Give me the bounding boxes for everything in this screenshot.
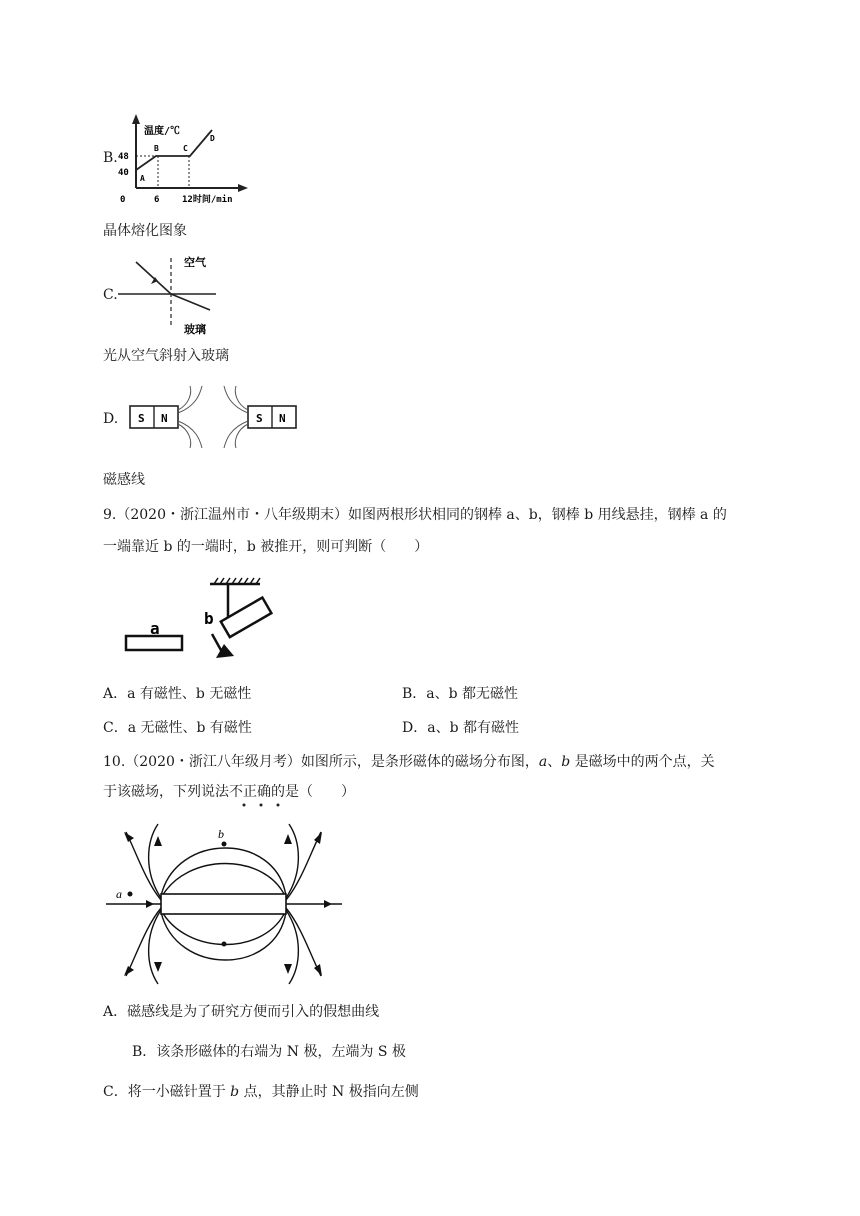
option-d-label: D. bbox=[103, 411, 119, 427]
q9-option-b[interactable]: B．a、b 都无磁性 bbox=[402, 686, 519, 702]
q10-stem-line2-pre: 于该磁场，下列说法 bbox=[103, 784, 229, 800]
q10-stem-line1 bbox=[103, 752, 715, 772]
q10-option-b[interactable]: B．该条形磁体的右端为 N 极，左端为 S 极 bbox=[132, 1044, 406, 1060]
q10-stem-line1-post: 是磁场中的两个点，关 bbox=[570, 754, 715, 770]
q10-option-a[interactable]: A．磁感线是为了研究方便而引入的假想曲线 bbox=[103, 1004, 380, 1020]
q10-stem-line2-post: 的是（ ） bbox=[271, 784, 355, 800]
graph-ylabel: 温度/℃ bbox=[144, 126, 181, 137]
q9-option-a[interactable]: A．a 有磁性、b 无磁性 bbox=[103, 686, 252, 702]
glass-label: 玻璃 bbox=[184, 323, 206, 336]
graph-tick-40: 40 bbox=[118, 168, 129, 178]
air-label: 空气 bbox=[184, 256, 206, 269]
q9-option-d[interactable]: D．a、b 都有磁性 bbox=[402, 720, 519, 736]
graph-point-c: C bbox=[183, 144, 188, 153]
q10-option-c-point-b: b bbox=[230, 1084, 240, 1100]
q10-fig-label-a: a bbox=[116, 887, 122, 901]
magnet2-n: N bbox=[279, 412, 286, 425]
q10-stem-point-a: a bbox=[538, 754, 548, 770]
graph-tick-0: 0 bbox=[120, 195, 126, 205]
melting-graph bbox=[118, 112, 258, 212]
q10-emphasis-not-correct: 不正确 bbox=[229, 784, 271, 800]
q10-option-c-pre: C．将一小磁针置于 bbox=[103, 1084, 231, 1100]
q9-fig-label-b: b bbox=[204, 609, 214, 628]
q9-figure bbox=[120, 578, 280, 664]
q10-fig-label-b: b bbox=[218, 827, 224, 841]
magnet1-n: N bbox=[161, 412, 168, 425]
graph-point-d: D bbox=[210, 134, 215, 143]
q10-option-c-post: 点，其静止时 N 极指向左侧 bbox=[239, 1084, 419, 1100]
q10-stem-line1-pre: 10.（2020・浙江八年级月考）如图所示，是条形磁体的磁场分布图， bbox=[103, 754, 539, 770]
option-d-caption: 磁感线 bbox=[103, 472, 145, 488]
q9-stem-line1: 9.（2020・浙江温州市・八年级期末）如图两根形状相同的钢棒 a、b，钢棒 b 用线悬挂，钢棒 a 的 bbox=[103, 507, 727, 523]
q10-bar-magnet-field bbox=[106, 822, 346, 992]
q10-stem-line2 bbox=[103, 782, 355, 802]
q9-stem-line2: 一端靠近 b 的一端时，b 被推开，则可判断（ ） bbox=[103, 539, 429, 555]
q10-stem-point-b: b bbox=[561, 754, 571, 770]
q10-option-c[interactable] bbox=[103, 1082, 419, 1102]
magnet2-s: S bbox=[256, 412, 263, 425]
graph-point-b: B bbox=[154, 144, 159, 153]
option-c-label: C. bbox=[103, 287, 118, 303]
emphasis-dots bbox=[240, 802, 284, 808]
refraction-diagram bbox=[118, 250, 228, 335]
graph-tick-48: 48 bbox=[118, 152, 129, 162]
graph-tick-6: 6 bbox=[154, 195, 160, 205]
magnets-diagram bbox=[128, 386, 300, 448]
graph-point-a: A bbox=[140, 174, 145, 183]
q10-stem-sep: 、 bbox=[547, 754, 562, 770]
magnet1-s: S bbox=[138, 412, 145, 425]
option-b-caption: 晶体熔化图象 bbox=[103, 223, 187, 239]
option-c-caption: 光从空气斜射入玻璃 bbox=[103, 348, 229, 364]
q9-fig-label-a: a bbox=[150, 619, 160, 638]
q9-option-c[interactable]: C．a 无磁性、b 有磁性 bbox=[103, 720, 252, 736]
option-b-label: B. bbox=[103, 150, 118, 166]
graph-xlabel: 12时间/min bbox=[182, 195, 233, 205]
